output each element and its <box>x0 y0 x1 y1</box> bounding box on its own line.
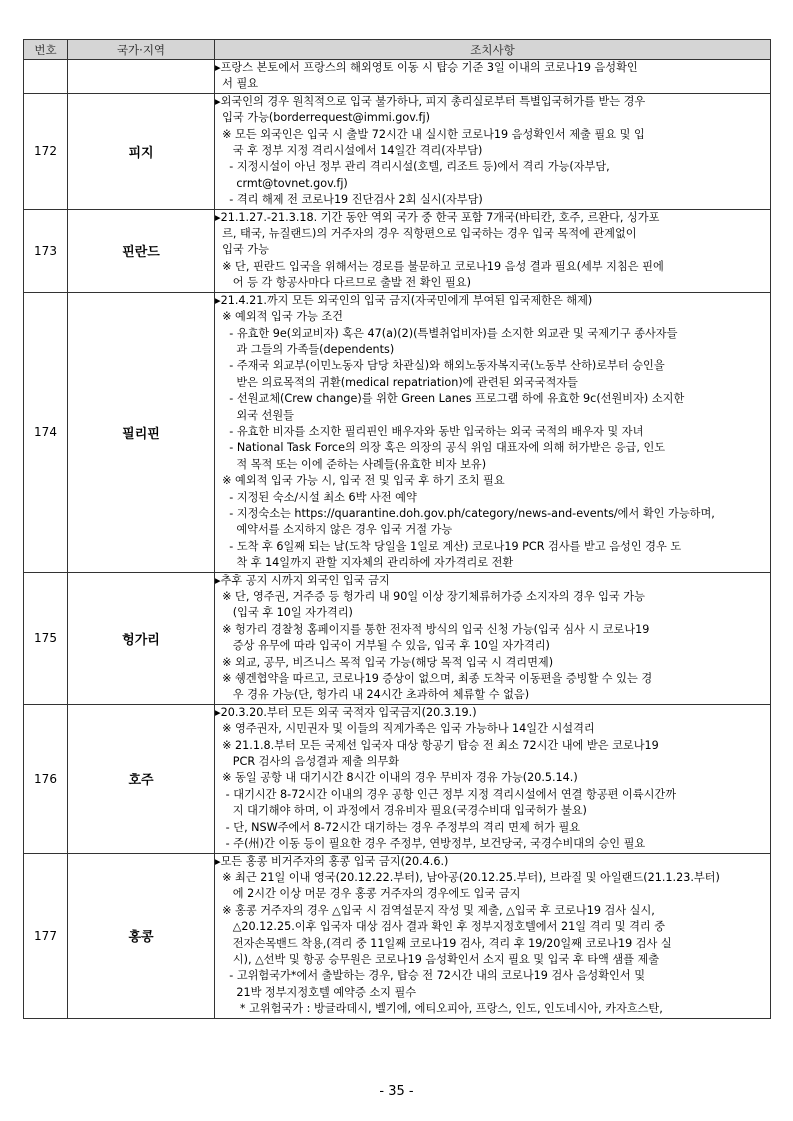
measure-line: 르, 태국, 뉴질랜드)의 거주자의 경우 직항편으로 입국하는 경우 입국 목적에 관계없이 <box>215 227 637 241</box>
header-country: 국가·지역 <box>68 40 215 60</box>
measure-line: 시), △선박 및 항공 승무원은 코로나19 음성확인서 소지 필요 및 입국 후 타액 샘플 제출 <box>215 952 660 966</box>
country-name: 피지 <box>68 93 215 209</box>
measure-line: 21박 정부지정호텔 예약증 소지 필수 <box>215 985 417 999</box>
country-name: 필리핀 <box>68 292 215 572</box>
row-number: 174 <box>24 292 68 572</box>
measure-line: * 고위험국가 : 방글라데시, 벨기에, 에티오피아, 프랑스, 인도, 인도네시아, 카자흐스탄, <box>215 1002 663 1016</box>
country-name <box>68 60 215 94</box>
measure-line: 전자손목밴드 착용,(격리 중 11일째 코로나19 검사, 격리 후 19/20일째 코로나19 검사 실 <box>215 936 672 950</box>
row-number <box>24 60 68 94</box>
measure-line: ※ 외교, 공무, 비즈니스 목적 입국 가능(해당 목적 입국 시 격리면제) <box>215 655 554 669</box>
measure-line: crmt@tovnet.gov.fj) <box>215 176 348 190</box>
measure-line: ▸외국인의 경우 원칙적으로 입국 불가하나, 피지 총리실로부터 특별입국허가를 받는 경우 <box>215 94 646 108</box>
table-row <box>24 292 771 572</box>
measure-line: 적 목적 또는 이에 준하는 사례들(유효한 비자 보유) <box>215 457 487 471</box>
measure-line: 지 대기해야 하며, 이 과정에서 경유비자 필요(국경수비대 입국허가 불요) <box>215 804 587 818</box>
measures-cell <box>215 853 771 1018</box>
country-name: 핀란드 <box>68 209 215 292</box>
measure-line: - 유효한 9e(외교비자) 혹은 47(a)(2)(특별취업비자)를 소지한 외교관 및 국제기구 종사자들 <box>215 326 678 340</box>
measures-cell <box>215 572 771 704</box>
measure-line: ▸20.3.20.부터 모든 외국 국적자 입국금지(20.3.19.) <box>215 705 477 719</box>
measure-line: ▸21.4.21.까지 모든 외국인의 입국 금지(자국민에게 부여된 입국제한은 해제) <box>215 293 593 307</box>
measure-line: 증상 유무에 따라 입국이 거부될 수 있음, 입국 후 10일 자가격리) <box>215 639 550 653</box>
table-row <box>24 93 771 209</box>
measure-line: ※ 쉥겐협약을 따르고, 코로나19 증상이 없으며, 최종 도착국 이동편을 증빙할 수 있는 경 <box>215 672 653 686</box>
measure-line: 예약서를 소지하지 않은 경우 입국 거절 가능 <box>215 523 453 537</box>
measure-line: 받은 의료목적의 귀환(medical repatriation)에 관련된 외국국적자들 <box>215 375 578 389</box>
measure-line: PCR 검사의 음성결과 제출 의무화 <box>215 755 400 769</box>
measure-line: - 선원교체(Crew change)를 위한 Green Lanes 프로그램 하에 유효한 9c(선원비자) 소지한 <box>215 392 685 406</box>
measure-line: - 격리 해제 전 코로나19 진단검사 2회 실시(자부담) <box>215 193 483 207</box>
page-number: - 35 - <box>379 1084 414 1099</box>
country-name: 헝가리 <box>68 572 215 704</box>
header-no: 번호 <box>24 40 68 60</box>
measures-cell <box>215 93 771 209</box>
measure-line: ※ 예외적 입국 가능 조건 <box>215 310 343 324</box>
measure-line: - 지정된 숙소/시설 최소 6박 사전 예약 <box>215 490 417 504</box>
measure-line: - 대기시간 8-72시간 이내의 경우 공항 인근 정부 지정 격리시설에서 연결 항공편 이륙시간까 <box>215 787 677 801</box>
measures-cell <box>215 60 771 94</box>
row-number: 175 <box>24 572 68 704</box>
measure-line: ※ 모든 외국인은 입국 시 출발 72시간 내 실시한 코로나19 음성확인서 제출 필요 및 입 <box>215 127 645 141</box>
table-row <box>24 572 771 704</box>
measure-line: 우 경유 가능(단, 헝가리 내 24시간 초과하여 체류할 수 없음) <box>215 688 530 702</box>
country-name: 홍콩 <box>68 853 215 1018</box>
measure-line: ※ 21.1.8.부터 모든 국제선 입국자 대상 항공기 탑승 전 최소 72시간 내에 받은 코로나19 <box>215 738 659 752</box>
measure-line: ※ 최근 21일 이내 영국(20.12.22.부터), 남아공(20.12.25.부터), 브라질 및 아일랜드(21.1.23.부터) <box>215 870 720 884</box>
measures-cell <box>215 292 771 572</box>
measures-cell <box>215 704 771 853</box>
measure-line: ▸모든 홍콩 비거주자의 홍콩 입국 금지(20.4.6.) <box>215 854 449 868</box>
table-row <box>24 209 771 292</box>
measure-line: ▸프랑스 본토에서 프랑스의 해외영토 이동 시 탑승 기준 3일 이내의 코로나19 음성확인 <box>215 61 638 74</box>
measure-line: - 지정숙소는 https://quarantine.doh.gov.ph/category/news-and-events/에서 확인 가능하며, <box>215 506 715 520</box>
row-number: 176 <box>24 704 68 853</box>
measure-line: (입국 후 10일 자가격리) <box>215 606 353 620</box>
measure-line: - 유효한 비자를 소지한 필리핀인 배우자와 동반 입국하는 외국 국적의 배우자 및 자녀 <box>215 424 644 438</box>
measure-line: ※ 단, 영주권, 거주증 등 헝가리 내 90일 이상 장기체류허가증 소지자의 경우 입국 가능 <box>215 590 645 603</box>
measure-line: ※ 헝가리 경찰청 홈페이지를 통한 전자적 방식의 입국 신청 가능(입국 심사 시 코로나19 <box>215 622 650 636</box>
measure-line: 국 후 정부 지정 격리시설에서 14일간 격리(자부담) <box>215 144 483 158</box>
row-number: 177 <box>24 853 68 1018</box>
measure-line: - 고위험국가*에서 출발하는 경우, 탑승 전 72시간 내의 코로나19 검사 음성확인서 및 <box>215 969 646 983</box>
measure-line: ※ 동일 공항 내 대기시간 8시간 이내의 경우 무비자 경유 가능(20.5.14.) <box>215 771 578 785</box>
table-row <box>24 60 771 94</box>
measure-line: ▸추후 공지 시까지 외국인 입국 금지 <box>215 573 390 587</box>
measure-line: ※ 영주권자, 시민권자 및 이들의 직계가족은 입국 가능하나 14일간 시설격리 <box>215 722 595 736</box>
header-measures: 조치사항 <box>215 40 771 60</box>
measure-line: - 지정시설이 아닌 정부 관리 격리시설(호텔, 리조트 등)에서 격리 가능(자부담, <box>215 160 610 174</box>
measure-line: 입국 가능(borderrequest@immi.gov.fj) <box>215 111 430 125</box>
measure-line: ▸21.1.27.-21.3.18. 기간 동안 역외 국가 중 한국 포함 7개국(바티칸, 호주, 르완다, 싱가포 <box>215 210 660 224</box>
measure-line: 과 그들의 가족들(dependents) <box>215 342 395 356</box>
measure-line: - 도착 후 6일째 되는 날(도착 당일을 1일로 계산) 코로나19 PCR 검사를 받고 음성인 경우 도 <box>215 539 682 553</box>
measure-line: 외국 선원들 <box>215 408 294 422</box>
measure-line: ※ 단, 핀란드 입국을 위해서는 경로를 불문하고 코로나19 음성 결과 필요(세부 지침은 핀에 <box>215 259 664 273</box>
measure-line: 어 등 각 항공사마다 다르므로 출발 전 확인 필요) <box>215 276 471 290</box>
row-number: 172 <box>24 93 68 209</box>
country-name: 호주 <box>68 704 215 853</box>
measure-line: 서 필요 <box>215 77 259 91</box>
measure-line: ※ 예외적 입국 가능 시, 입국 전 및 입국 후 하기 조치 필요 <box>215 474 505 488</box>
measure-line: 입국 가능 <box>215 243 269 257</box>
measure-line: - 단, NSW주에서 8-72시간 대기하는 경우 주정부의 격리 면제 허가 필요 <box>215 820 581 834</box>
header-row <box>24 40 771 60</box>
measure-line: △20.12.25.이후 입국자 대상 검사 결과 확인 후 정부지정호텔에서 21일 격리 및 격리 중 <box>215 920 666 934</box>
measure-line: 착 후 14일까지 관할 지자체의 관리하에 자가격리로 전환 <box>215 556 514 570</box>
measure-line: - National Task Force의 의장 혹은 의장의 공식 위임 대표자에 의해 허가받은 응급, 인도 <box>215 441 666 455</box>
table-row <box>24 704 771 853</box>
measure-line: - 주(州)간 이동 등이 필요한 경우 주정부, 연방정부, 보건당국, 국경수비대의 승인 필요 <box>215 837 646 851</box>
row-number: 173 <box>24 209 68 292</box>
measure-line: 에 2시간 이상 머문 경우 홍콩 거주자의 경우에도 입국 금지 <box>215 887 521 901</box>
measures-table <box>23 39 771 1019</box>
measure-line: ※ 홍콩 거주자의 경우 △입국 시 검역설문지 작성 및 제출, △입국 후 코로나19 검사 실시, <box>215 903 655 917</box>
table-row <box>24 853 771 1018</box>
measure-line: - 주재국 외교부(이민노동자 담당 차관실)와 해외노동자복지국(노동부 산하)로부터 승인을 <box>215 359 665 373</box>
measures-cell <box>215 209 771 292</box>
